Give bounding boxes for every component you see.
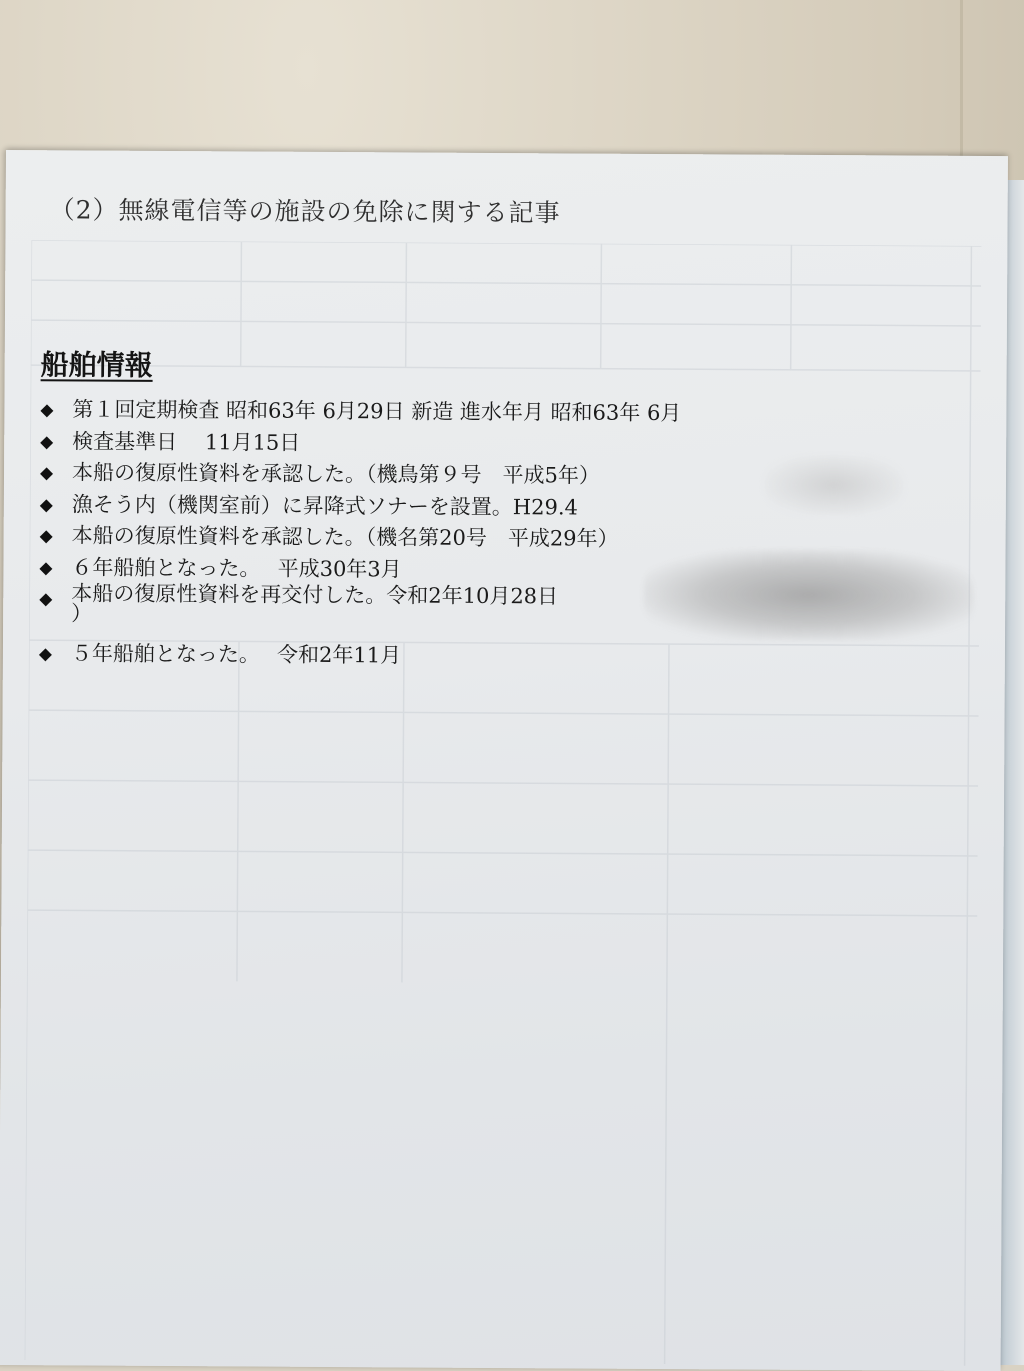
list-item-text: 第１回定期検査 昭和63年 6月29日 新造 進水年月 昭和63年 6月 xyxy=(72,397,682,426)
diamond-bullet-icon: ◆ xyxy=(39,557,53,578)
list-item xyxy=(39,638,939,675)
diamond-bullet-icon: ◆ xyxy=(40,400,54,421)
diamond-bullet-icon: ◆ xyxy=(40,431,54,452)
diamond-bullet-icon: ◆ xyxy=(39,526,53,547)
redaction-blur xyxy=(643,549,974,641)
list-item-text: 検査基準日 11月15日 xyxy=(72,428,301,455)
list-item-text: ５年船舶となった。 令和2年11月 xyxy=(70,641,402,668)
document-page xyxy=(0,150,1008,1371)
list-item-text: 本船の復原性資料を再交付した。令和2年10月28日 xyxy=(71,581,559,609)
list-item-text: 漁そう内（機関室前）に昇降式ソナーを設置。H29.4 xyxy=(71,491,578,519)
diamond-bullet-icon: ◆ xyxy=(39,589,53,610)
list-item-text: ６年船舶となった。 平成30年3月 xyxy=(71,554,402,581)
diamond-bullet-icon: ◆ xyxy=(39,463,54,484)
redaction-blur-small xyxy=(764,455,904,516)
list-item-text: 本船の復原性資料を承認した。（機名第20号 平成29年） xyxy=(71,523,619,551)
section-title: （2）無線電信等の施設の免除に関する記事 xyxy=(49,195,561,228)
list-item-text: 本船の復原性資料を承認した。（機鳥第９号 平成5年） xyxy=(71,460,600,488)
diamond-bullet-icon: ◆ xyxy=(38,644,53,665)
diamond-bullet-icon: ◆ xyxy=(39,494,53,515)
list-item-text-block xyxy=(71,583,558,626)
ship-info-heading: 船舶情報 xyxy=(40,348,153,382)
list-item-continuation: ） xyxy=(71,601,93,626)
